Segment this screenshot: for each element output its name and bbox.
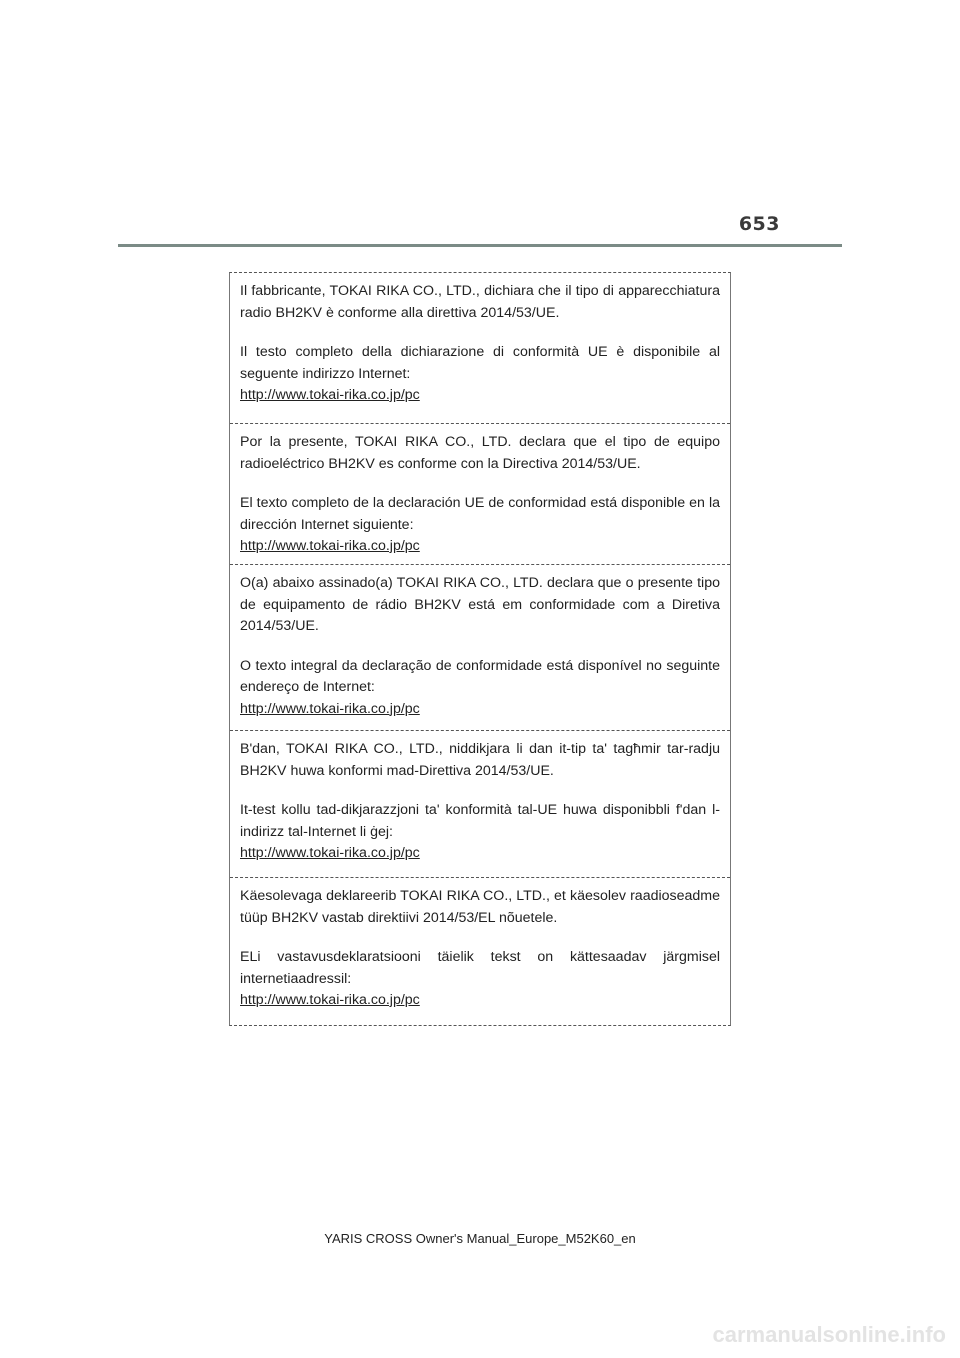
header-rule — [118, 244, 842, 247]
declaration-paragraph: Il fabbricante, TOKAI RIKA CO., LTD., dichiara che il tipo di apparecchiatura radio BH2KV è conforme alla direttiva 2014/53/UE. — [240, 283, 720, 321]
declaration-estonian — [230, 877, 730, 1025]
declaration-link[interactable]: http://www.tokai-rika.co.jp/pc — [240, 387, 420, 403]
declaration-paragraph: Käesolevaga deklareerib TOKAI RIKA CO., LTD., et käesolev raadioseadme tüüp BH2KV vastab direktiivi 2014/53/EL nõuetele. — [240, 888, 720, 926]
watermark: carmanualsonline.info — [712, 1322, 946, 1347]
declaration-paragraph: O(a) abaixo assinado(a) TOKAI RIKA CO., LTD. declara que o presente tipo de equipamento de rádio BH2KV está em conformidade com a Diretiva 2014/53/UE. — [240, 575, 720, 634]
availability-paragraph: El texto completo de la declaración UE de conformidad está disponible en la dirección Internet siguiente: — [240, 495, 720, 533]
availability-paragraph: Il testo completo della dichiarazione di conformità UE è disponibile al seguente indirizzo Internet: — [240, 344, 720, 382]
declaration-spanish — [230, 423, 730, 564]
declaration-portuguese — [230, 564, 730, 730]
declaration-link[interactable]: http://www.tokai-rika.co.jp/pc — [240, 845, 420, 861]
declaration-box — [229, 272, 731, 1026]
availability-paragraph: O texto integral da declaração de conformidade está disponível no seguinte endereço de Internet: — [240, 657, 720, 695]
declaration-link[interactable]: http://www.tokai-rika.co.jp/pc — [240, 538, 420, 554]
manual-footer: YARIS CROSS Owner's Manual_Europe_M52K60_en — [324, 1231, 636, 1246]
availability-paragraph: It-test kollu tad-dikjarazzjoni ta' konformità tal-UE huwa disponibbli f'dan l-indirizz tal-Internet li ġej: — [240, 802, 720, 840]
declaration-paragraph: B'dan, TOKAI RIKA CO., LTD., niddikjara li dan it-tip ta' tagħmir tar-radju BH2KV huwa konformi mad-Direttiva 2014/53/UE. — [240, 741, 720, 779]
declaration-paragraph: Por la presente, TOKAI RIKA CO., LTD. declara que el tipo de equipo radioeléctrico BH2KV es conforme con la Directiva 2014/53/UE. — [240, 434, 720, 472]
declaration-link[interactable]: http://www.tokai-rika.co.jp/pc — [240, 992, 420, 1008]
declaration-italian — [230, 273, 730, 423]
declaration-link[interactable]: http://www.tokai-rika.co.jp/pc — [240, 700, 420, 717]
availability-paragraph: ELi vastavusdeklaratsiooni täielik tekst on kättesaadav järgmisel internetiaadressil: — [240, 949, 720, 987]
declaration-maltese — [230, 730, 730, 877]
page-number: 653 — [738, 213, 780, 235]
